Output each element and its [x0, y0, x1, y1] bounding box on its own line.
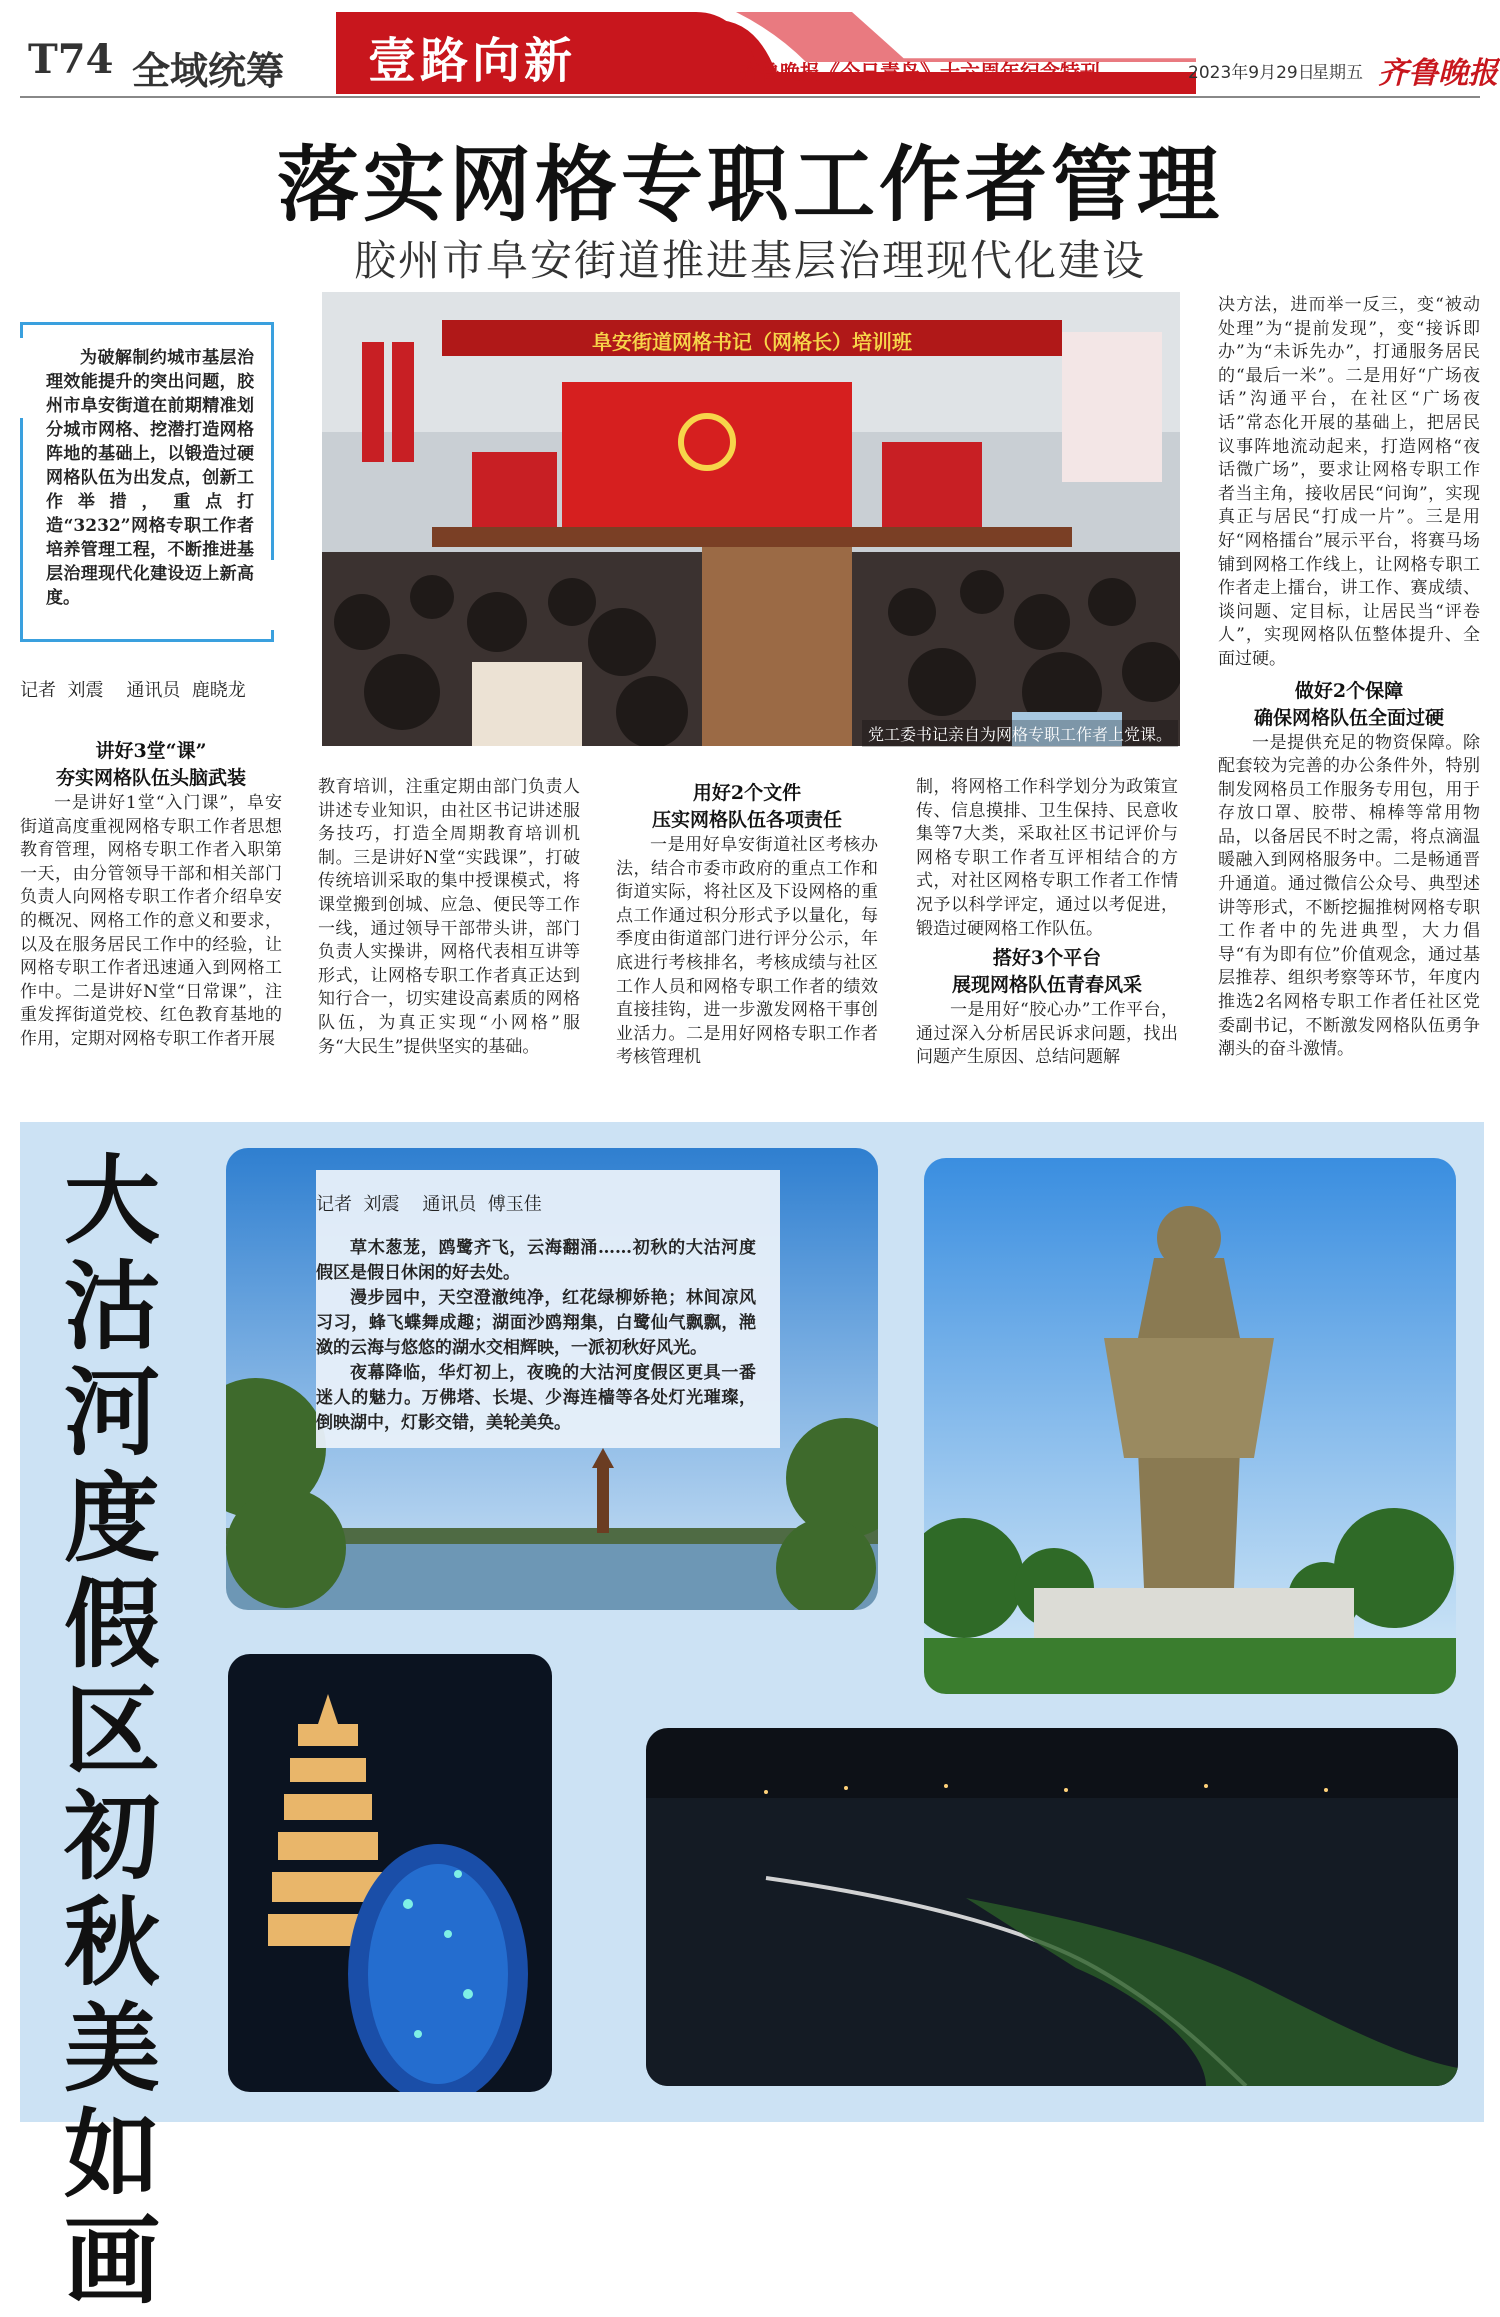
section-heading: 压实网格队伍各项责任: [651, 809, 842, 831]
headline: 落实网格专职工作者管理: [276, 137, 1223, 233]
feature-paragraph: 夜幕降临，华灯初上，夜晚的大沽河度假区更具一番迷人的魅力。万佛塔、长堤、少海连樯等各处灯光璀璨，倒映湖中，灯影交错，美轮美奂。: [316, 1363, 756, 1433]
pagoda-night-photo: [228, 1654, 552, 2092]
intro-frame-gap: [14, 338, 32, 418]
section-heading: 搭好3个平台: [992, 947, 1102, 970]
body-paragraph: 一是用好阜安街道社区考核办法，结合市委市政府的重点工作和街道实际，将社区及下设网格的重点工作通过积分形式予以量化，每季度由街道部门进行评分公示，年底进行考核排名，考核成绩与社区工作人员和网格专职工作者的绩效直接挂钩，进一步激发网格干事创业活力。二是用好网格专职工作者考核管理机: [616, 835, 878, 1068]
issue-weekday: 星期五: [1312, 63, 1363, 83]
section-heading: 做好2个保障: [1294, 679, 1404, 702]
body-paragraph: 一是用好“胶心办”工作平台，通过深入分析居民诉求问题，找出问题产生原因、总结问题解: [916, 1000, 1178, 1068]
body-paragraph: 决方法，进而举一反三，变“被动处理”为“提前发现”，变“接诉即办”为“未诉先办”，打通服务居民的“最后一米”。二是用好“广场夜话”沟通平台，在社区“广场夜话”常态化开展的基础上，把居民议事阵地流动起来，打造网格“夜话微广场”，要求让网格专职工作者当主角，接收居民“问询”，实现真正与居民“打成一片”。三是用好“网格擂台”展示平台，将赛马场铺到网格工作线上，让网格专职工作者走上擂台，讲工作、赛成绩、谈问题、定目标，让居民当“评卷人”，实现网格队伍整体提升、全面过硬。: [1218, 295, 1480, 669]
section-name: 全域统筹: [132, 48, 285, 93]
body-paragraph: 一是讲好1堂“入门课”，阜安街道高度重视网格专职工作者思想教育管理，网格专职工作者入职第一天，由分管领导干部和相关部门负责人向网格专职工作者介绍阜安的概况、网格工作的意义和要求，以及在服务居民工作中的经验，让网格专职工作者迅速通入到网格工作中。二是讲好N堂“日常课”，注重发挥街道党校、红色教育基地的作用，定期对网格专职工作者开展: [20, 793, 282, 1049]
newspaper-brand: 齐鲁晚报: [1378, 56, 1498, 91]
issue-date: 2023年9月29日: [1188, 63, 1315, 83]
header-divider: [20, 96, 1480, 98]
intro-lead: 为破解制约城市基层治理效能提升的突出问题，胶州市阜安街道在前期精准划分城市网格、挖潜打造网格阵地的基础上，以锻造过硬网格队伍为出发点，创新工作举措，重点打造“3232”网格专职工作者培养管理工程，不断推进基层治理现代化建设迈上新高度。: [46, 348, 254, 608]
banner-text: 阜安街道网格书记（网格长）培训班: [592, 330, 912, 354]
statue-illustration: [924, 1158, 1456, 1694]
training-room-illustration: [322, 292, 1180, 746]
feature-body: [316, 1236, 756, 1436]
column-2: [318, 776, 580, 1059]
section-heading: 讲好3堂“课”: [95, 740, 207, 762]
body-paragraph: 制，将网格工作科学划分为政策宣传、信息摸排、卫生保持、民意收集等7大类，采取社区书记评价与网格专职工作者互评相结合的方式，对社区网格专职工作者工作情况予以科学评定，通过以考促进，锻造过硬网格工作队伍。: [916, 777, 1178, 939]
feature-title: [64, 1144, 164, 2317]
subheadline: 胶州市阜安街道推进基层治理现代化建设: [353, 236, 1146, 285]
section-heading: 用好2个文件: [692, 782, 802, 804]
pagoda-illustration: [228, 1654, 552, 2092]
column-5: [1218, 294, 1480, 1062]
feature-title-text: 大沽河度假区初秋美如画: [64, 1144, 160, 2317]
feature-byline: 记者 刘震 通讯员 傅玉佳: [316, 1194, 542, 1215]
body-paragraph: 一是提供充足的物资保障。除配套较为完善的办公条件外，特别制发网格员工作服务专用包，用于存放口罩、胶带、棉棒等常用物品，以备居民不时之需，将点滴温暖融入到网格服务中。二是畅通晋升通道。通过微信公众号、典型述讲等形式，不断挖掘推树网格专职工作者中的先进典型，大力倡导“有为即有位”价值观念，通过基层推荐、组织考察等环节，年度内推选2名网格专职工作者任社区党委副书记，不断激发网格队伍勇争潮头的奋斗激情。: [1218, 732, 1480, 1060]
column-1: [20, 738, 282, 1052]
causeway-night-photo: [646, 1728, 1458, 2086]
special-issue-slogan: 齐鲁晚报《今日青岛》十六周年纪念特刊: [740, 60, 1100, 84]
page-number: T74: [28, 36, 114, 83]
intro-frame-gap: [262, 560, 280, 630]
section-heading: 展现网格队伍青春风采: [951, 974, 1142, 997]
column-3: [616, 780, 878, 1070]
section-heading: 确保网格队伍全面过硬: [1253, 706, 1444, 729]
feature-paragraph: 草木葱茏，鸥鹭齐飞，云海翻涌……初秋的大沽河度假区是假日休闲的好去处。: [316, 1238, 756, 1283]
body-paragraph: 教育培训，注重定期由部门负责人讲述专业知识，由社区书记讲述服务技巧，打造全周期教育培训机制。三是讲好N堂“实践课”，打破传统培训采取的集中授课模式，将课堂搬到创城、应急、便民等工作一线，通过领导干部带头讲，部门负责人实操讲，网格代表相互讲等形式，让网格专职工作者真正达到知行合一，切实建设高素质的网格队伍，为真正实现“小网格”服务“大民生”提供坚实的基础。: [318, 777, 580, 1057]
training-photo: [322, 292, 1180, 746]
section-heading: 夯实网格队伍头脑武装: [55, 767, 246, 789]
series-logo: 壹路向新: [368, 33, 577, 89]
statue-photo: [924, 1158, 1456, 1694]
feature-paragraph: 漫步园中，天空澄澈纯净，红花绿柳娇艳；林间凉风习习，蜂飞蝶舞成趣；湖面沙鸥翔集，白鹭仙气飘飘，滟潋的云海与悠悠的湖水交相辉映，一派初秋好风光。: [316, 1288, 756, 1358]
article-byline: 记者 刘震 通讯员 鹿晓龙: [20, 680, 246, 701]
photo-caption: 党工委书记亲自为网格专职工作者上党课。: [862, 720, 1178, 747]
column-4: [916, 776, 1178, 1070]
causeway-illustration: [646, 1728, 1458, 2086]
